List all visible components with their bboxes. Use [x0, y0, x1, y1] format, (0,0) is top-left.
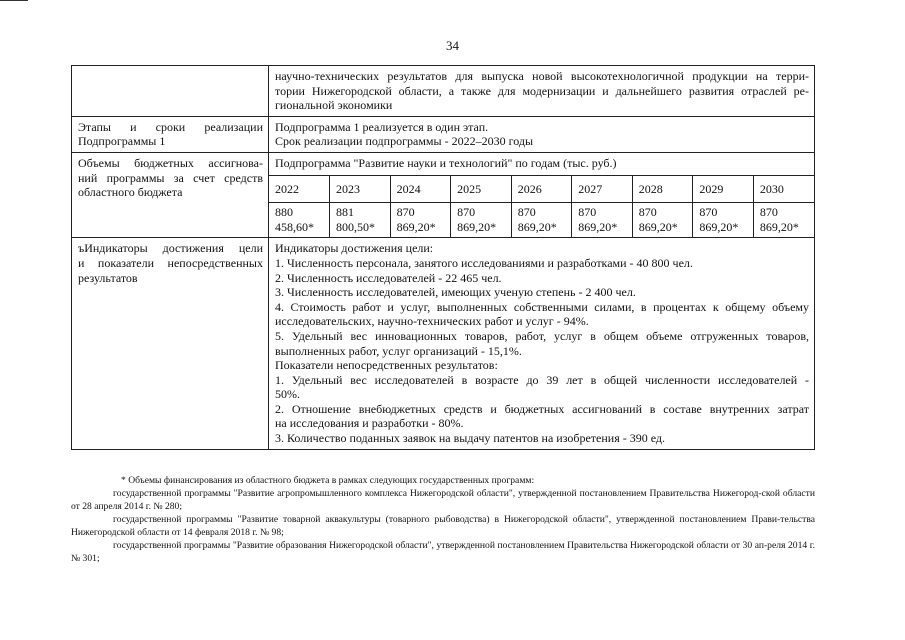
- amount-cell: [390, 203, 451, 238]
- year-cell: 2023: [330, 176, 391, 203]
- indicator-line: 4. Стоимость работ и услуг, выполненных собственными силами, в процентах к общему объему: [275, 299, 809, 314]
- budget-label-line: ний программы за счет средств: [78, 170, 263, 185]
- table-row-indicators: [72, 238, 815, 449]
- indicators-content-cell: [269, 238, 815, 449]
- amount-row: [269, 203, 814, 238]
- amount-part: 869,20*: [699, 219, 739, 234]
- indicator-line: 1. Удельный вес исследователей в возрасте до 39 лет в общей численности исследователей -: [275, 372, 809, 387]
- indicator-line: исследовательских, научно-технических работ и услуг - 94%.: [275, 314, 589, 329]
- amount-part: 869,20*: [396, 219, 436, 234]
- amount-part: 869,20*: [578, 219, 618, 234]
- amount-part: 870: [759, 205, 778, 220]
- budget-label-cell: [72, 152, 269, 237]
- footnote-heading: * Объемы финансирования из областного бюджета в рамках следующих государственных программ:: [121, 475, 535, 486]
- amount-cell: [269, 203, 330, 238]
- amount-cell: [753, 203, 814, 238]
- budget-label-line: областного бюджета: [78, 185, 183, 200]
- intro-content-cell: [269, 66, 815, 117]
- amount-part: 870: [517, 205, 536, 220]
- year-cell: 2027: [572, 176, 633, 203]
- scan-edge-mark: [0, 0, 28, 1]
- indicator-line: 2. Отношение внебюджетных средств и бюджетных ассигнований в составе внутренних затрат: [275, 401, 809, 416]
- indicator-line: 50%.: [275, 387, 300, 402]
- year-cell: 2030: [753, 176, 814, 203]
- budget-years-table: [269, 176, 814, 238]
- year-cell: 2029: [693, 176, 754, 203]
- stages-label-cell: [72, 116, 269, 152]
- indicator-line: Индикаторы достижения цели:: [275, 241, 434, 256]
- amount-part: 869,20*: [517, 219, 557, 234]
- year-cell: 2028: [632, 176, 693, 203]
- intro-line: тории Нижегородской области, а также для модернизации и дальнейшего развития отраслей ре-: [275, 83, 809, 98]
- indicators-label-cell: [72, 238, 269, 449]
- amount-cell: [693, 203, 754, 238]
- page-number: 34: [446, 38, 459, 53]
- amount-part: 458,60*: [275, 219, 314, 234]
- budget-content-cell: [269, 152, 815, 237]
- indicator-line: 5. Удельный вес инновационных товаров, работ, услуг в общем объеме отгруженных товаров,: [275, 328, 809, 343]
- amount-part: 869,20*: [638, 219, 678, 234]
- amount-cell: [330, 203, 391, 238]
- year-cell: 2022: [269, 176, 330, 203]
- indicator-line: на исследования и разработки - 80%.: [275, 416, 464, 431]
- indicator-line: выполненных работ, услуг организаций - 15,1%.: [275, 343, 522, 358]
- amount-part: 870: [699, 205, 718, 220]
- indicator-line: 3. Количество поданных заявок на выдачу патентов на изобретения - 390 ед.: [275, 431, 666, 446]
- indicator-line: 3. Численность исследователей, имеющих ученую степень - 2 400 чел.: [275, 285, 636, 300]
- table-row-stages: [72, 116, 815, 152]
- budget-label-line: Объемы бюджетных ассигнова-: [78, 155, 263, 170]
- indicators-label-line: результатов: [78, 270, 138, 285]
- footnotes: [71, 474, 815, 565]
- amount-part: 800,50*: [336, 219, 376, 234]
- stages-label-line: Этапы и сроки реализации: [78, 119, 263, 134]
- indicators-label-line: и показатели непосредственных: [78, 255, 263, 270]
- amount-cell: [511, 203, 572, 238]
- stages-line: Срок реализации подпрограммы - 2022–2030 годы: [275, 134, 534, 149]
- amount-part: 880: [275, 205, 293, 220]
- amount-part: 870: [396, 205, 415, 220]
- year-cell: 2026: [511, 176, 572, 203]
- table-row-intro: [72, 66, 815, 117]
- indicator-line: 2. Численность исследователей - 22 465 чел.: [275, 270, 502, 285]
- amount-cell: [451, 203, 512, 238]
- intro-line: научно-технических результатов для выпуска новой высокотехнологичной продукции на терри-: [275, 69, 809, 83]
- intro-label-cell: [72, 66, 269, 117]
- footnote-item: государственной программы "Развитие агропромышленного комплекса Нижегородской области", утвержденной постановлением Правительства Нижегород-ской области от 28 апреля 2014 г. № 280;: [71, 488, 815, 512]
- amount-part: 869,20*: [759, 219, 799, 234]
- intro-line: гиональной экономики: [275, 98, 393, 113]
- amount-cell: [632, 203, 693, 238]
- footnote-item: государственной программы "Развитие товарной аквакультуры (товарного рыбоводства) в Нижегородской области", утвержденной постановлением Прави-тельства Нижегородской области от 14 февраля 2018 г. № 98;: [71, 514, 815, 538]
- amount-part: 869,20*: [457, 219, 497, 234]
- amount-part: 870: [638, 205, 657, 220]
- amount-cell: [572, 203, 633, 238]
- stages-content-cell: [269, 116, 815, 152]
- indicator-line: Показатели непосредственных результатов:: [275, 358, 498, 373]
- year-cell: 2025: [451, 176, 512, 203]
- amount-part: 881: [336, 205, 355, 220]
- indicators-label-line: ъИндикаторы достижения цели: [78, 241, 263, 256]
- amount-part: 870: [457, 205, 476, 220]
- indicator-line: 1. Численность персонала, занятого исследованиями и разработками - 40 800 чел.: [275, 255, 693, 270]
- budget-title: Подпрограмма "Развитие науки и технологий" по годам (тыс. руб.): [269, 153, 814, 176]
- stages-line: Подпрограмма 1 реализуется в один этап.: [275, 119, 489, 134]
- table-row-budget: [72, 152, 815, 237]
- footnote-item: государственной программы "Развитие образования Нижегородской области", утвержденной постановлением Правительства Нижегородской области от 30 ап-реля 2014 г. № 301;: [71, 540, 815, 564]
- year-cell: 2024: [390, 176, 451, 203]
- year-header-row: [269, 176, 814, 203]
- stages-label-line: Подпрограммы 1: [78, 134, 166, 149]
- amount-part: 870: [578, 205, 597, 220]
- passport-table: [71, 65, 815, 450]
